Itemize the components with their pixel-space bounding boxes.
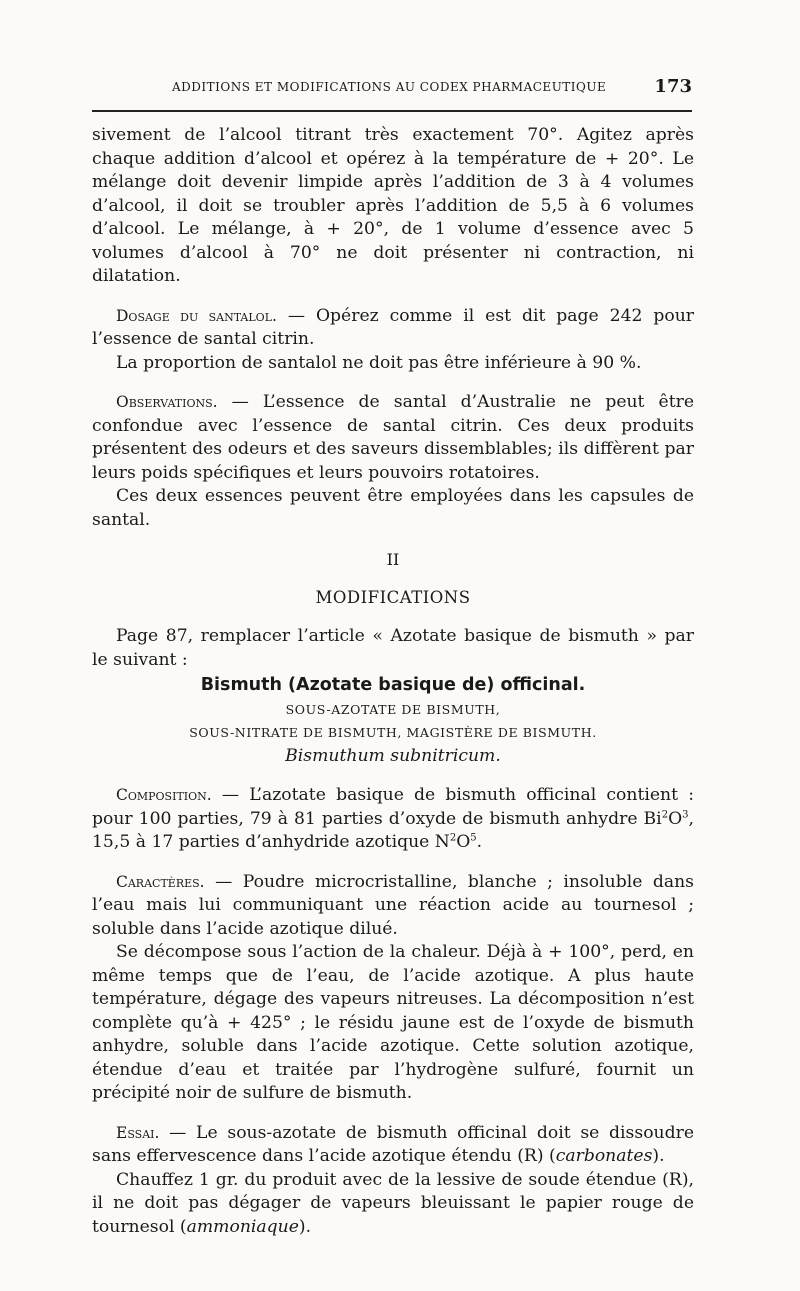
essai-text-b: ).	[652, 1146, 665, 1166]
essai-text-a: — Le sous-azotate de bismuth officinal doit se dissoudre sans effervescence dans l’acide azotique étendu (R) (	[92, 1122, 694, 1166]
paragraph-essai	[92, 1122, 694, 1169]
section-title: MODIFICATIONS	[315, 587, 471, 607]
monograph-title: Bismuth (Azotate basique de) officinal.	[200, 675, 586, 695]
header-rule	[92, 110, 692, 112]
paragraph-continuation: sivement de l’alcool titrant très exactement 70°. Agitez après chaque addition d’alcool et opérez à la température de + 20°. Le mélange doit devenir limpide après l’addition de 3 à 4 volumes d’alcool, il doit se troubler après l’addition de 5,5 à 6 volumes d’alcool. Le mélange, à + 20°, de 1 volume d’essence avec 5 volumes d’alcool à 70° ne doit présenter ni contraction, ni dilatation.	[92, 125, 694, 286]
formula1-sub2: 3	[682, 808, 689, 820]
dosage-text: — Opérez comme il est dit page 242 pour l’essence de santal citrin.	[92, 305, 694, 349]
page-number: 173	[654, 76, 692, 97]
body-text	[92, 124, 694, 1239]
observations-label: Observations.	[116, 393, 218, 411]
essai-italic-carbonates: carbonates	[555, 1146, 653, 1166]
essai-label: Essai.	[116, 1123, 160, 1142]
paragraph-dosage	[92, 305, 694, 352]
monograph-latin-name: Bismuthum subnitricum.	[285, 745, 501, 766]
caracteres-label: Caractères.	[116, 872, 205, 891]
paragraph-observations	[92, 391, 694, 485]
formula2-sub2: 5	[470, 832, 477, 844]
paragraph-essai-ammoniaque	[92, 1169, 694, 1240]
formula2-sub1: 2	[449, 832, 457, 844]
header-title: ADDITIONS ET MODIFICATIONS AU CODEX PHARMACEUTIQUE	[172, 80, 607, 94]
paragraph-dosage-proportion: La proportion de santalol ne doit pas être inférieure à 90 %.	[116, 352, 642, 373]
paragraph-decomposition: Se décompose sous l’action de la chaleur. Déjà à + 100°, perd, en même temps que de l’eau, de l’acide azotique. A plus haute température, dégage des vapeurs nitreuses. La décomposition n’est complète qu’à + 425° ; le résidu jaune est de l’oxyde de bismuth anhydre, soluble dans l’acide azotique. Cette solution azotique, étendue d’eau et traitée par l’hydrogène sulfuré, fournit un précipité noir de sulfure de bismuth.	[92, 942, 694, 1103]
paragraph-observations-capsules: Ces deux essences peuvent être employées dans les capsules de santal.	[92, 486, 694, 530]
paragraph-composition	[92, 784, 694, 855]
composition-label: Composition.	[116, 786, 212, 804]
essai-p2-a: Chauffez 1 gr. du produit avec de la lessive de soude étendue (R), il ne doit pas dégager de vapeurs bleuissant le papier rouge de tournesol (	[92, 1169, 694, 1237]
formula1-mid: O	[668, 808, 683, 829]
section-numeral: II	[386, 550, 400, 569]
observations-text: — L’essence de santal d’Australie ne peut être confondue avec l’essence de santal citrin. Ces deux produits présentent des odeurs et des saveurs dissemblables; ils diffèrent par leurs poids spécifiques et leurs pouvoirs rotatoires.	[92, 392, 694, 483]
composition-text-b: , 15,5 à 17 parties d’anhydride azotique N	[92, 808, 694, 852]
running-header	[92, 76, 692, 102]
essai-italic-ammoniaque: ammoniaque	[186, 1216, 299, 1237]
monograph-synonym-1: SOUS-AZOTATE DE BISMUTH,	[285, 701, 501, 717]
essai-p2-b: ).	[298, 1216, 312, 1237]
formula1-sub1: 2	[661, 808, 669, 820]
composition-text-c: .	[476, 832, 483, 852]
formula2-mid: O	[456, 832, 471, 852]
paragraph-intro: Page 87, remplacer l’article « Azotate basique de bismuth » par le suivant :	[92, 626, 694, 670]
dosage-label: Dosage du santalol.	[116, 306, 277, 325]
monograph-synonym-2: SOUS-NITRATE DE BISMUTH, MAGISTÈRE DE BISMUTH.	[189, 725, 597, 740]
paragraph-caracteres	[92, 871, 694, 942]
caracteres-text: — Poudre microcristalline, blanche ; insoluble dans l’eau mais lui communiquant une réaction acide au tournesol ; soluble dans l’acide azotique dilué.	[92, 871, 694, 939]
composition-text-a: — L’azotate basique de bismuth officinal contient : pour 100 parties, 79 à 81 parties d’oxyde de bismuth anhydre Bi	[92, 785, 694, 829]
